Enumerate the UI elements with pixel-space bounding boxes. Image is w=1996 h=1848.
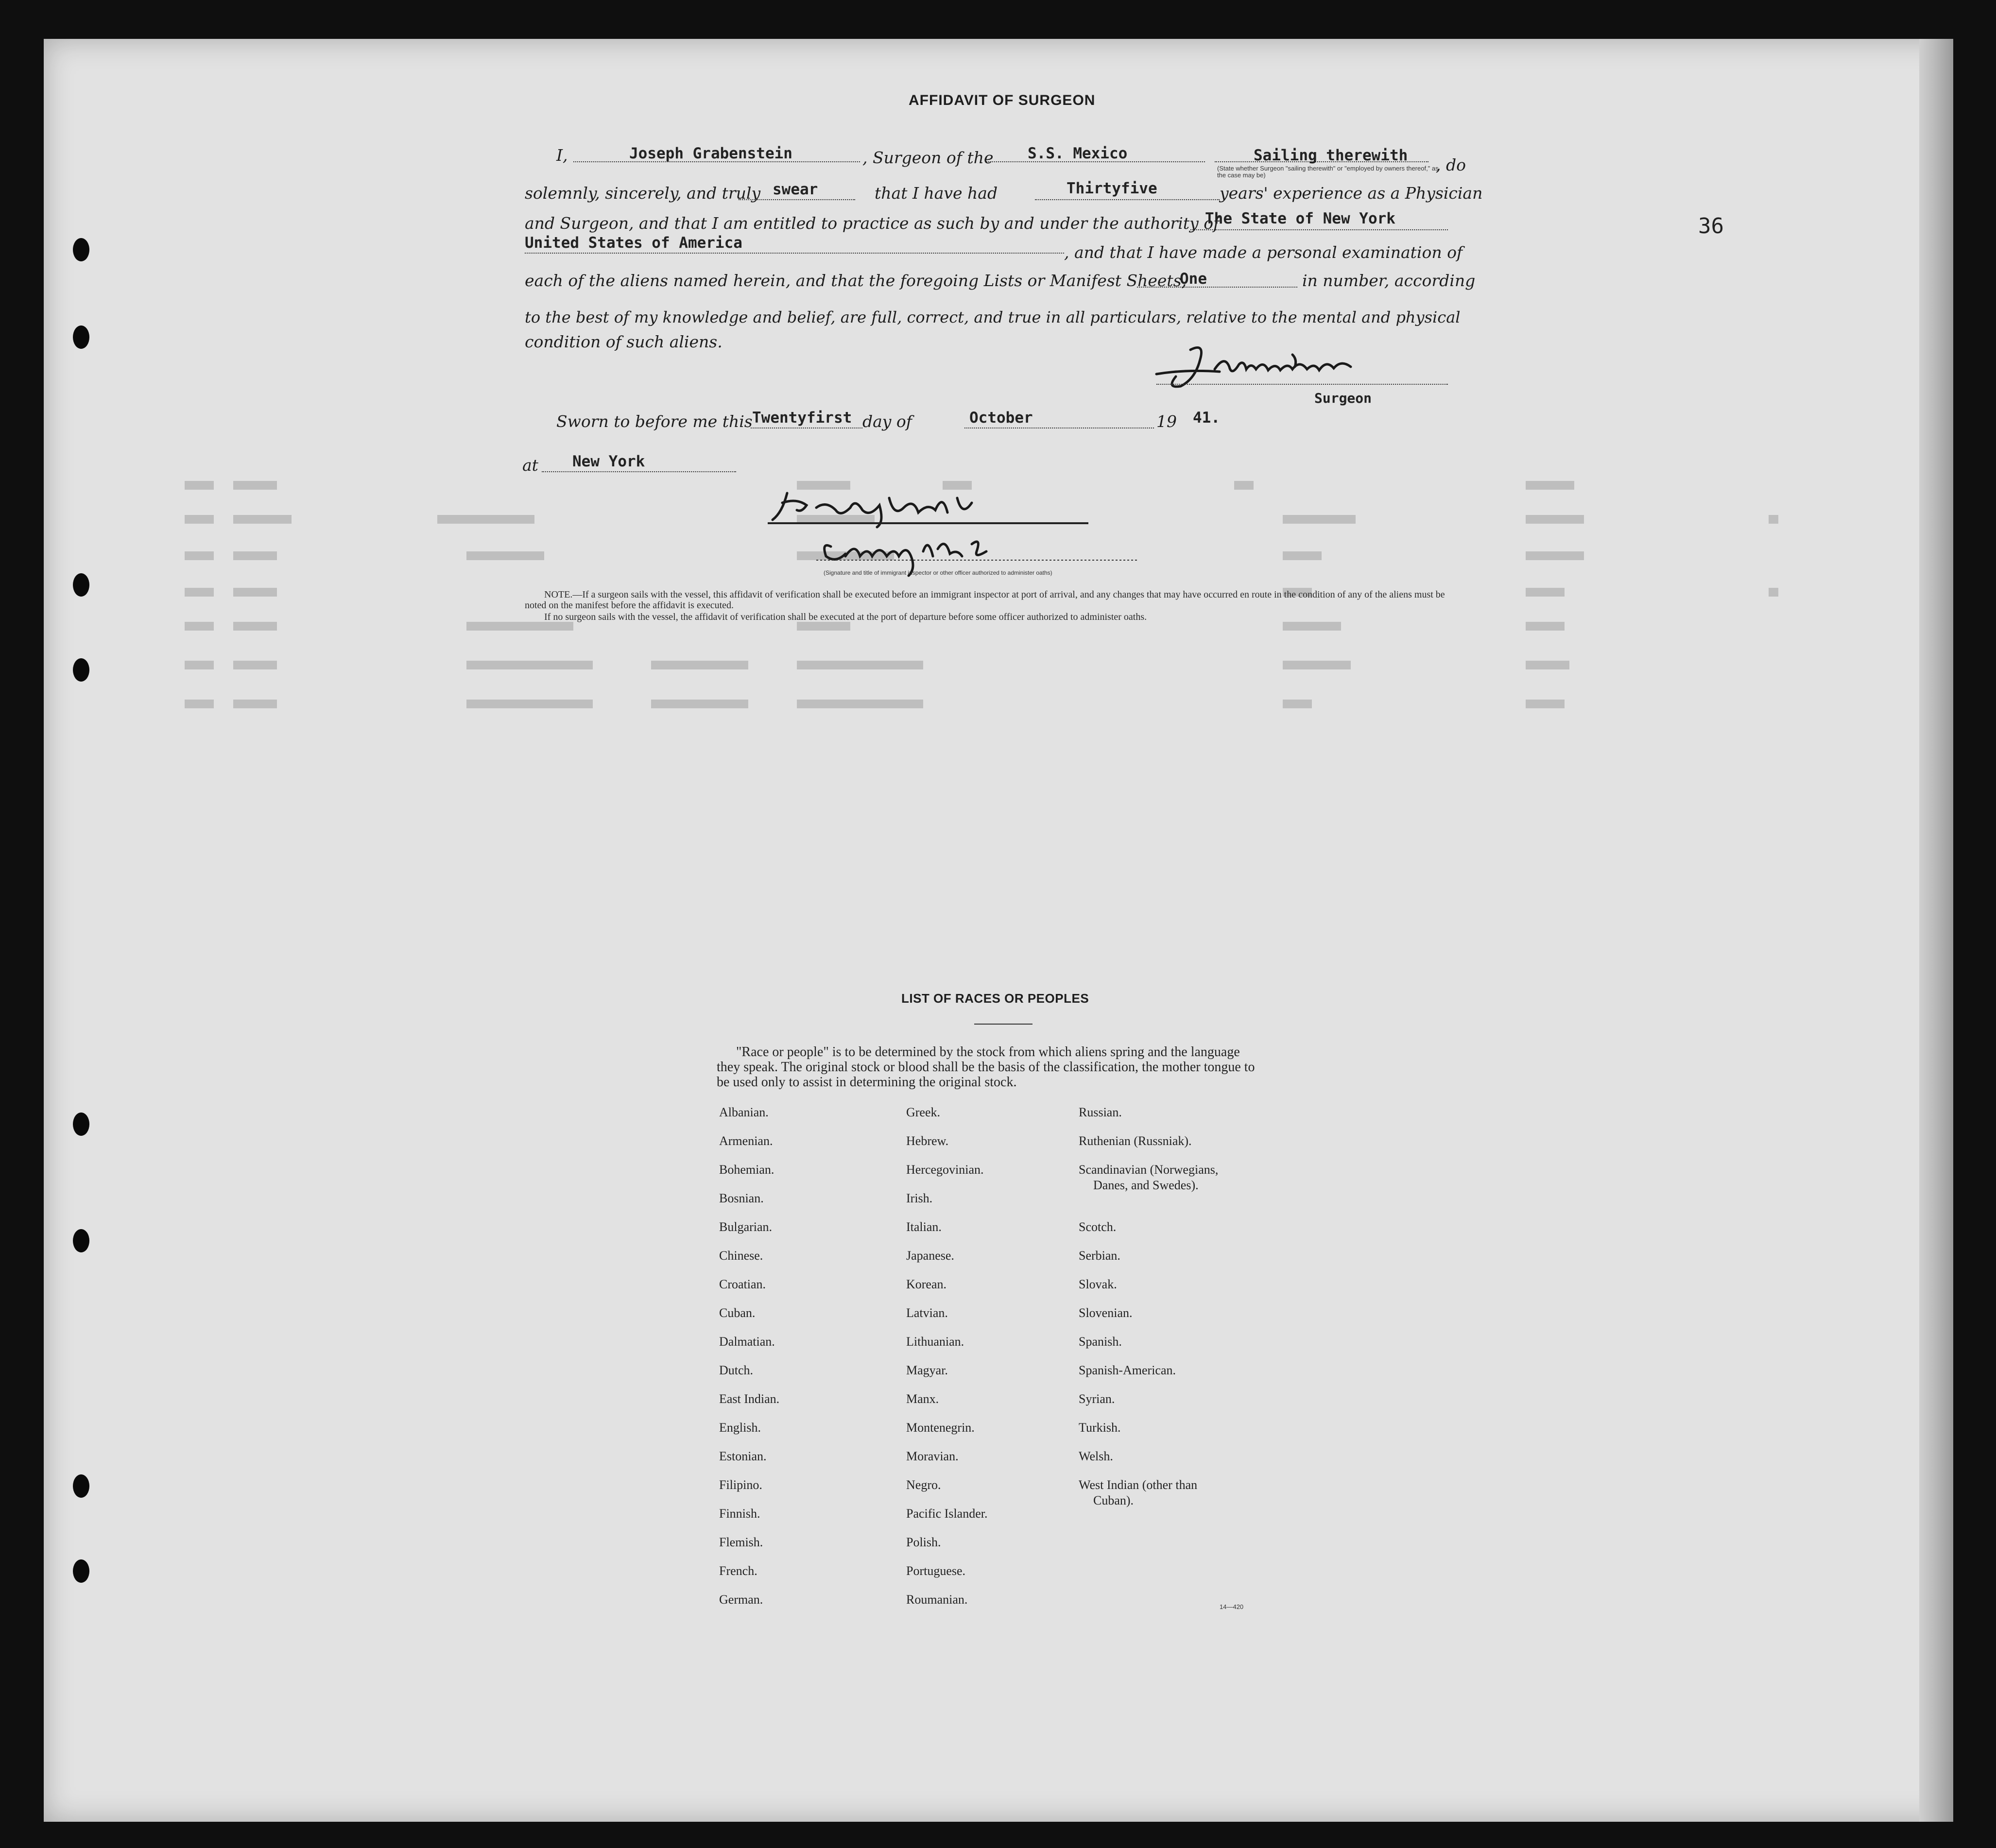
- country-value: United States of America: [525, 234, 742, 252]
- binder-hole: [73, 1229, 89, 1252]
- race-item: German.: [719, 1592, 763, 1607]
- do-label: , do: [1436, 155, 1466, 174]
- signature-title: Surgeon: [1314, 390, 1372, 406]
- in-number-label: in number, according: [1302, 271, 1476, 290]
- binder-hole: [73, 1559, 89, 1583]
- at-label: at: [522, 456, 538, 475]
- race-item: Hercegovinian.: [906, 1163, 984, 1177]
- race-item: Cuban.: [719, 1306, 756, 1320]
- signature-line: [1156, 384, 1448, 385]
- race-item: Ruthenian (Russniak).: [1079, 1134, 1192, 1148]
- best-of-label: to the best of my knowledge and belief, are full, correct, and true in all particulars, relative to the mental and physical: [525, 308, 1461, 326]
- binder-hole: [73, 325, 89, 349]
- race-item: Hebrew.: [906, 1134, 949, 1148]
- document-page: [44, 39, 1953, 1822]
- race-item: Russian.: [1079, 1105, 1122, 1119]
- year-prefix: 19: [1156, 412, 1177, 431]
- sailing-hint: (State whether Surgeon "sailing therewith" or "employed by owners thereof," as the case may be): [1217, 165, 1439, 179]
- that-i-have-had-label: that I have had: [875, 184, 998, 203]
- race-item: Albanian.: [719, 1105, 769, 1119]
- race-item: Chinese.: [719, 1249, 763, 1263]
- race-item: English.: [719, 1420, 761, 1435]
- surgeon-signature: [1147, 340, 1399, 394]
- race-item: Greek.: [906, 1105, 941, 1119]
- affidavit-title: AFFIDAVIT OF SURGEON: [909, 92, 1096, 108]
- race-item: Cuban).: [1093, 1493, 1134, 1507]
- surgeon-name: Joseph Grabenstein: [629, 145, 792, 162]
- condition-label: condition of such aliens.: [525, 332, 723, 351]
- and-surgeon-label: and Surgeon, and that I am entitled to practice as such by and under the authority of: [525, 214, 1220, 233]
- race-item: Negro.: [906, 1478, 941, 1492]
- sheets-line: [1137, 287, 1297, 288]
- sworn-month: October: [969, 409, 1033, 427]
- race-item: Danes, and Swedes).: [1093, 1178, 1199, 1192]
- race-item: French.: [719, 1564, 757, 1578]
- at-place-line: [542, 471, 736, 472]
- races-title: LIST OF RACES OR PEOPLES: [901, 991, 1089, 1006]
- race-item: Polish.: [906, 1535, 941, 1549]
- race-item: Moravian.: [906, 1449, 959, 1463]
- race-item: Scandinavian (Norwegians,: [1079, 1163, 1219, 1177]
- each-of-label: each of the aliens named herein, and that the foregoing Lists or Manifest Sheets,: [525, 271, 1187, 290]
- race-item: Welsh.: [1079, 1449, 1113, 1463]
- note-paragraph-1: NOTE.—If a surgeon sails with the vessel, this affidavit of verification shall be executed before an immigrant inspector at port of arrival, and any changes that may have occurred en route in the condition of any of the aliens must be noted on the manifest before the affidavit is executed.: [525, 589, 1445, 611]
- at-place: New York: [572, 453, 645, 470]
- page-number: 36: [1698, 214, 1724, 239]
- race-item: Croatian.: [719, 1277, 766, 1291]
- race-item: Roumanian.: [906, 1592, 968, 1607]
- country-line: [525, 253, 1064, 254]
- binder-hole: [73, 1112, 89, 1136]
- ship-name: S.S. Mexico: [1028, 145, 1128, 162]
- binder-hole: [73, 658, 89, 682]
- race-item: Montenegrin.: [906, 1420, 975, 1435]
- race-item: Spanish-American.: [1079, 1363, 1176, 1377]
- inspector-caption: (Signature and title of immigrant inspector or other officer authorized to administer oaths): [824, 569, 1052, 576]
- sworn-year: 41.: [1193, 409, 1220, 427]
- inspector-signature: [768, 483, 1137, 581]
- race-item: East Indian.: [719, 1392, 780, 1406]
- race-item: Italian.: [906, 1220, 942, 1234]
- race-item: Bosnian.: [719, 1191, 764, 1205]
- form-number: 14—420: [1220, 1603, 1244, 1610]
- race-item: Spanish.: [1079, 1335, 1122, 1349]
- solemnly-label: solemnly, sincerely, and truly: [525, 184, 761, 203]
- race-item: Lithuanian.: [906, 1335, 964, 1349]
- page-edge: [1919, 39, 1953, 1822]
- race-item: Filipino.: [719, 1478, 762, 1492]
- race-item: Syrian.: [1079, 1392, 1115, 1406]
- race-item: Turkish.: [1079, 1420, 1121, 1435]
- day-of-label: day of: [862, 412, 912, 431]
- binder-hole: [73, 573, 89, 597]
- binder-hole: [73, 1474, 89, 1498]
- race-item: Dutch.: [719, 1363, 754, 1377]
- sheets-value: One: [1180, 270, 1207, 288]
- race-item: Finnish.: [719, 1506, 760, 1521]
- surgeon-of-label: , Surgeon of the: [862, 148, 994, 167]
- race-item: Irish.: [906, 1191, 933, 1205]
- years-experience-label: years' experience as a Physician: [1220, 184, 1483, 203]
- race-item: Estonian.: [719, 1449, 767, 1463]
- race-item: Scotch.: [1079, 1220, 1117, 1234]
- race-item: Pacific Islander.: [906, 1506, 988, 1521]
- race-item: Manx.: [906, 1392, 939, 1406]
- races-intro: "Race or people" is to be determined by the stock from which aliens spring and the language they speak. The original stock or blood shall be the basis of the classification, the mother tongue to be used only to assist in determining the original stock.: [717, 1044, 1255, 1090]
- sworn-label: Sworn to before me this: [556, 412, 753, 431]
- sworn-day: Twentyfirst: [752, 409, 852, 427]
- authority-value: The State of New York: [1205, 210, 1395, 227]
- race-item: Flemish.: [719, 1535, 763, 1549]
- race-item: Serbian.: [1079, 1249, 1120, 1263]
- races-title-underline: [974, 1024, 1032, 1025]
- authority-line: [1190, 229, 1448, 230]
- race-item: Latvian.: [906, 1306, 948, 1320]
- race-item: Japanese.: [906, 1249, 954, 1263]
- race-item: Bohemian.: [719, 1163, 774, 1177]
- years-line: [1035, 199, 1220, 200]
- swear-line: [739, 199, 855, 200]
- sailing-status: Sailing therewith: [1254, 147, 1408, 164]
- swear-word: swear: [773, 181, 818, 198]
- note-paragraph-2: If no surgeon sails with the vessel, the affidavit of verification shall be executed at the port of departure before some officer authorized to administer oaths.: [544, 612, 1147, 622]
- and-that-label: , and that I have made a personal examination of: [1064, 243, 1463, 262]
- race-item: Bulgarian.: [719, 1220, 773, 1234]
- i-label: I,: [556, 146, 568, 165]
- race-item: Magyar.: [906, 1363, 948, 1377]
- binder-hole: [73, 238, 89, 261]
- race-item: Portuguese.: [906, 1564, 966, 1578]
- race-item: West Indian (other than: [1079, 1478, 1198, 1492]
- race-item: Slovenian.: [1079, 1306, 1133, 1320]
- race-item: Armenian.: [719, 1134, 773, 1148]
- race-item: Korean.: [906, 1277, 947, 1291]
- race-item: Slovak.: [1079, 1277, 1117, 1291]
- years-value: Thirtyfive: [1067, 180, 1157, 197]
- race-item: Dalmatian.: [719, 1335, 775, 1349]
